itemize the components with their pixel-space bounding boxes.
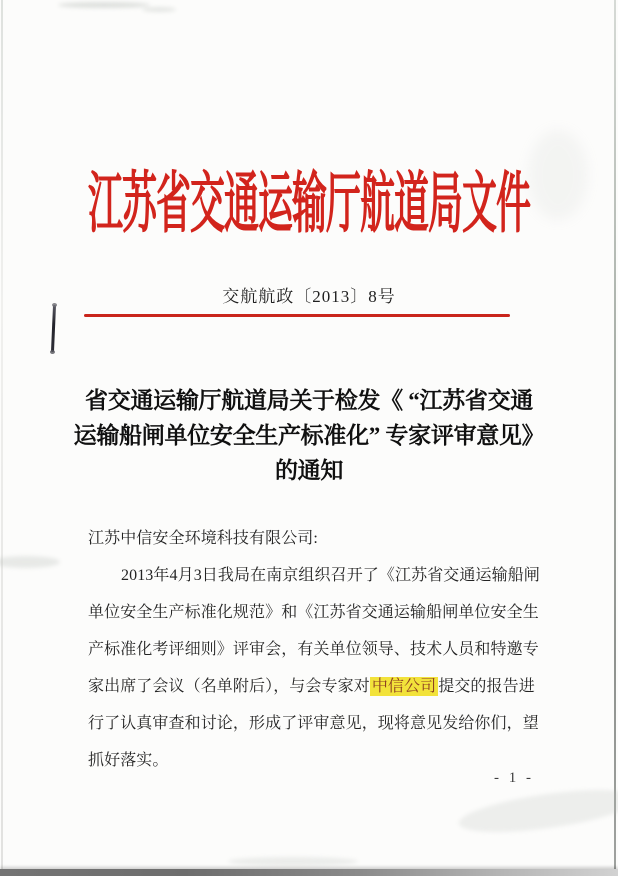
body-line: 行了认真审查和讨论，形成了评审意见，现将意见发给你们，望	[88, 715, 539, 732]
document-body	[88, 520, 548, 779]
notice-title	[0, 383, 618, 488]
body-text-segment: 家出席了会议（名单附后），与会专家对	[88, 678, 370, 695]
pen-mark	[51, 305, 56, 352]
body-line: 抓好落实。	[88, 752, 169, 769]
salutation: 江苏中信安全环境科技有限公司:	[88, 530, 318, 547]
document-number: 交航航政〔2013〕8号	[222, 287, 396, 306]
scan-smudge	[142, 7, 176, 12]
body-line: 产标准化考评细则》评审会，有关单位领导、技术人员和特邀专	[88, 641, 539, 658]
body-text-segment: 提交的报告进	[438, 678, 535, 695]
scan-edge-bottom	[0, 869, 618, 876]
body-line: 单位安全生产标准化规范》和《江苏省交通运输船闸单位安全生	[88, 604, 539, 621]
body-line-highlighted	[88, 668, 548, 705]
document-header-title: 江苏省交通运输厅航道局文件	[87, 167, 530, 242]
highlighted-company-name: 中信公司	[371, 678, 437, 695]
scan-smudge	[58, 2, 150, 8]
scan-smudge	[228, 857, 358, 866]
notice-title-line-2: 运输船闸单位安全生产标准化” 专家评审意见》	[73, 423, 545, 448]
notice-title-line-1: 省交通运输厅航道局关于检发《 “江苏省交通	[85, 388, 533, 413]
notice-title-line-3: 的通知	[274, 458, 344, 483]
red-divider-line	[84, 314, 510, 317]
body-line: 2013年4月3日我局在南京组织召开了《江苏省交通运输船闸	[121, 567, 540, 584]
page-number: - 1 -	[494, 770, 534, 786]
scan-smudge	[457, 782, 618, 841]
scan-smudge	[0, 556, 60, 568]
